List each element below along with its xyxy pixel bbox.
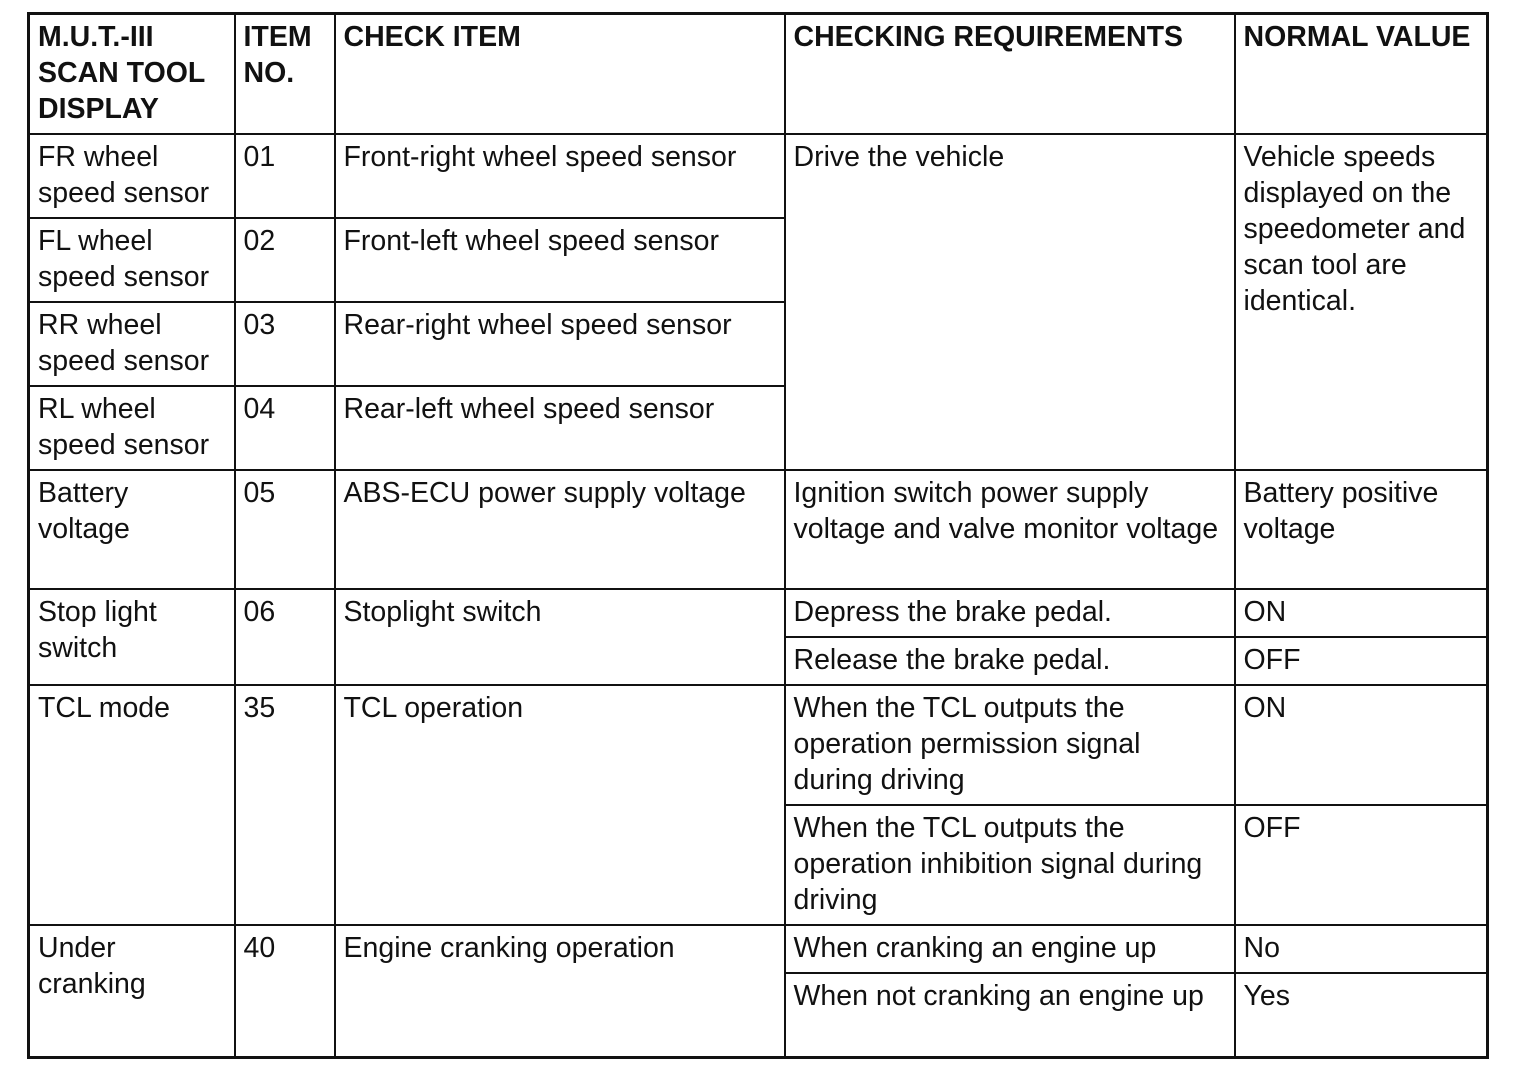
- cell-check-item: Rear-right wheel speed sensor: [335, 302, 785, 386]
- cell-item-no: 06: [235, 589, 335, 685]
- cell-normal-value: Yes: [1235, 973, 1488, 1057]
- cell-requirement: When the TCL outputs the operation permission signal during driving: [785, 685, 1235, 805]
- cell-display: TCL mode: [29, 685, 235, 925]
- cell-normal-value: Battery positive voltage: [1235, 470, 1488, 589]
- cell-requirement: When not cranking an engine up: [785, 973, 1235, 1057]
- cell-item-no: 40: [235, 925, 335, 1057]
- cell-check-item: Engine cranking operation: [335, 925, 785, 1057]
- table-row: [29, 925, 1488, 973]
- cell-requirement: Drive the vehicle: [785, 134, 1235, 470]
- header-display: M.U.T.-III SCAN TOOL DISPLAY: [29, 14, 235, 135]
- cell-requirement: When the TCL outputs the operation inhibition signal during driving: [785, 805, 1235, 925]
- cell-requirement: Release the brake pedal.: [785, 637, 1235, 685]
- cell-normal-value: ON: [1235, 589, 1488, 637]
- table-row: [29, 470, 1488, 589]
- cell-check-item: Stoplight switch: [335, 589, 785, 685]
- cell-display: Battery voltage: [29, 470, 235, 589]
- cell-display: Stop light switch: [29, 589, 235, 685]
- cell-display: RL wheel speed sensor: [29, 386, 235, 470]
- cell-display: RR wheel speed sensor: [29, 302, 235, 386]
- scan-tool-data-table: [27, 12, 1489, 1059]
- header-normal-value: NORMAL VALUE: [1235, 14, 1488, 135]
- cell-check-item: ABS-ECU power supply voltage: [335, 470, 785, 589]
- cell-item-no: 01: [235, 134, 335, 218]
- header-check-item: CHECK ITEM: [335, 14, 785, 135]
- table-header-row: [29, 14, 1488, 135]
- cell-display: Under cranking: [29, 925, 235, 1057]
- cell-display: FR wheel speed sensor: [29, 134, 235, 218]
- cell-item-no: 04: [235, 386, 335, 470]
- cell-normal-value: OFF: [1235, 637, 1488, 685]
- header-item-no: ITEM NO.: [235, 14, 335, 135]
- cell-check-item: Front-left wheel speed sensor: [335, 218, 785, 302]
- header-requirements: CHECKING REQUIREMENTS: [785, 14, 1235, 135]
- cell-item-no: 02: [235, 218, 335, 302]
- cell-item-no: 05: [235, 470, 335, 589]
- cell-display: FL wheel speed sensor: [29, 218, 235, 302]
- cell-check-item: Rear-left wheel speed sensor: [335, 386, 785, 470]
- cell-requirement: When cranking an engine up: [785, 925, 1235, 973]
- cell-normal-value: No: [1235, 925, 1488, 973]
- table-row: [29, 589, 1488, 637]
- table-row: [29, 134, 1488, 218]
- cell-check-item: TCL operation: [335, 685, 785, 925]
- cell-item-no: 35: [235, 685, 335, 925]
- table-row: [29, 685, 1488, 805]
- cell-normal-value: OFF: [1235, 805, 1488, 925]
- cell-item-no: 03: [235, 302, 335, 386]
- cell-normal-value: Vehicle speeds displayed on the speedometer and scan tool are identical.: [1235, 134, 1488, 470]
- cell-requirement: Depress the brake pedal.: [785, 589, 1235, 637]
- cell-requirement: Ignition switch power supply voltage and valve monitor voltage: [785, 470, 1235, 589]
- cell-check-item: Front-right wheel speed sensor: [335, 134, 785, 218]
- cell-normal-value: ON: [1235, 685, 1488, 805]
